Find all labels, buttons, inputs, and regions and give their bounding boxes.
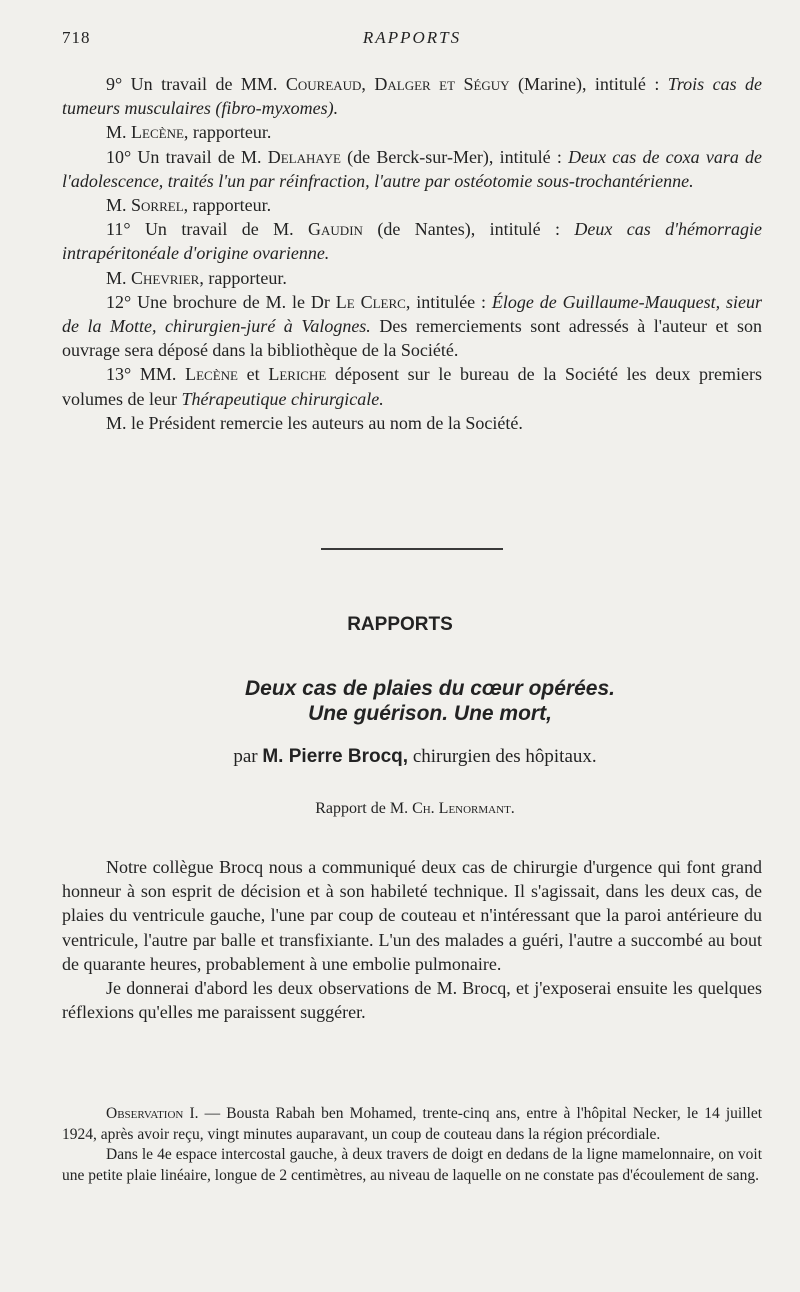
article-title-line-2: Une guérison. Une mort, bbox=[308, 702, 552, 725]
item-11: 11° Un travail de M. Gaudin (de Nantes), intitulé : Deux cas d'hémorragie intrapéritonéale d'origine ovarienne. bbox=[62, 219, 763, 264]
item-9: 9° Un travail de MM. Coureaud, Dalger et Séguy (Marine), intitulé : Trois cas de tumeurs musculaires (fibro-myxomes). bbox=[62, 74, 763, 119]
article-body bbox=[62, 855, 762, 1024]
article-title-line-1: Deux cas de plaies du cœur opérées. bbox=[245, 677, 615, 700]
section-divider bbox=[321, 548, 503, 550]
byline: par M. Pierre Brocq, chirurgien des hôpitaux. bbox=[233, 746, 597, 767]
page-header bbox=[62, 28, 762, 52]
article-title bbox=[0, 676, 800, 726]
item-13: 13° MM. Lecène et Leriche déposent sur le bureau de la Société les deux premiers volumes de leur Thérapeutique chirurgicale. bbox=[62, 364, 763, 409]
closing-remark: M. le Président remercie les auteurs au nom de la Société. bbox=[106, 412, 523, 433]
body-paragraph: Je donnerai d'abord les deux observations de M. Brocq, et j'exposerai ensuite les quelques réflexions qu'elles me paraissent suggérer. bbox=[62, 978, 762, 1023]
announcement-list bbox=[62, 72, 762, 435]
item-12: 12° Une brochure de M. le Dr Le Clerc, intitulée : Éloge de Guillaume-Mauquest, sieur de la Motte, chirurgien-juré à Valognes. Des remerciements sont adressés à l'auteur et son ouvrage sera déposé dans la bibliothèque de la Société. bbox=[62, 291, 762, 361]
observation-block bbox=[62, 1104, 762, 1186]
running-head: RAPPORTS bbox=[362, 28, 462, 47]
section-title: RAPPORTS bbox=[347, 614, 453, 635]
item-10: 10° Un travail de M. Delahaye (de Berck-sur-Mer), intitulé : Deux cas de coxa vara de l'adolescence, traités l'un par réinfraction, l'autre par ostéotomie sous-trochantérienne. bbox=[62, 146, 763, 191]
author-name: M. Pierre Brocq, bbox=[262, 746, 409, 767]
page-number: 718 bbox=[62, 28, 91, 47]
report-author: Rapport de M. Ch. Lenormant. bbox=[315, 800, 515, 817]
item-11-rapporteur: M. Chevrier, rapporteur. bbox=[106, 267, 287, 288]
item-10-rapporteur: M. Sorrel, rapporteur. bbox=[106, 195, 272, 216]
item-9-rapporteur: M. Lecène, rapporteur. bbox=[106, 122, 272, 143]
observation-paragraph: Observation I. — Bousta Rabah ben Mohamed, trente-cinq ans, entre à l'hôpital Necker, le 14 juillet 1924, après avoir reçu, vingt minutes auparavant, un coup de couteau dans la région précordiale. bbox=[62, 1105, 763, 1143]
observation-label: Observation I. bbox=[106, 1105, 199, 1122]
body-paragraph: Notre collègue Brocq nous a communiqué deux cas de chirurgie d'urgence qui font grand honneur à son esprit de décision et à son habileté technique. Il s'agissait, dans les deux cas, de plaies du ventricule gauche, l'une par coup de couteau et n'intéressant que la paroi antérieure du ventricule, l'autre par balle et transfixiante. L'un des malades a guéri, l'autre a succombé au bout de quarante heures, probablement à une embolie pulmonaire. bbox=[62, 857, 762, 974]
observation-paragraph: Dans le 4e espace intercostal gauche, à deux travers de doigt en dedans de la ligne mamelonnaire, on voit une petite plaie linéaire, longue de 2 centimètres, au niveau de laquelle on ne constate pas d'écoulement de sang. bbox=[62, 1146, 762, 1184]
